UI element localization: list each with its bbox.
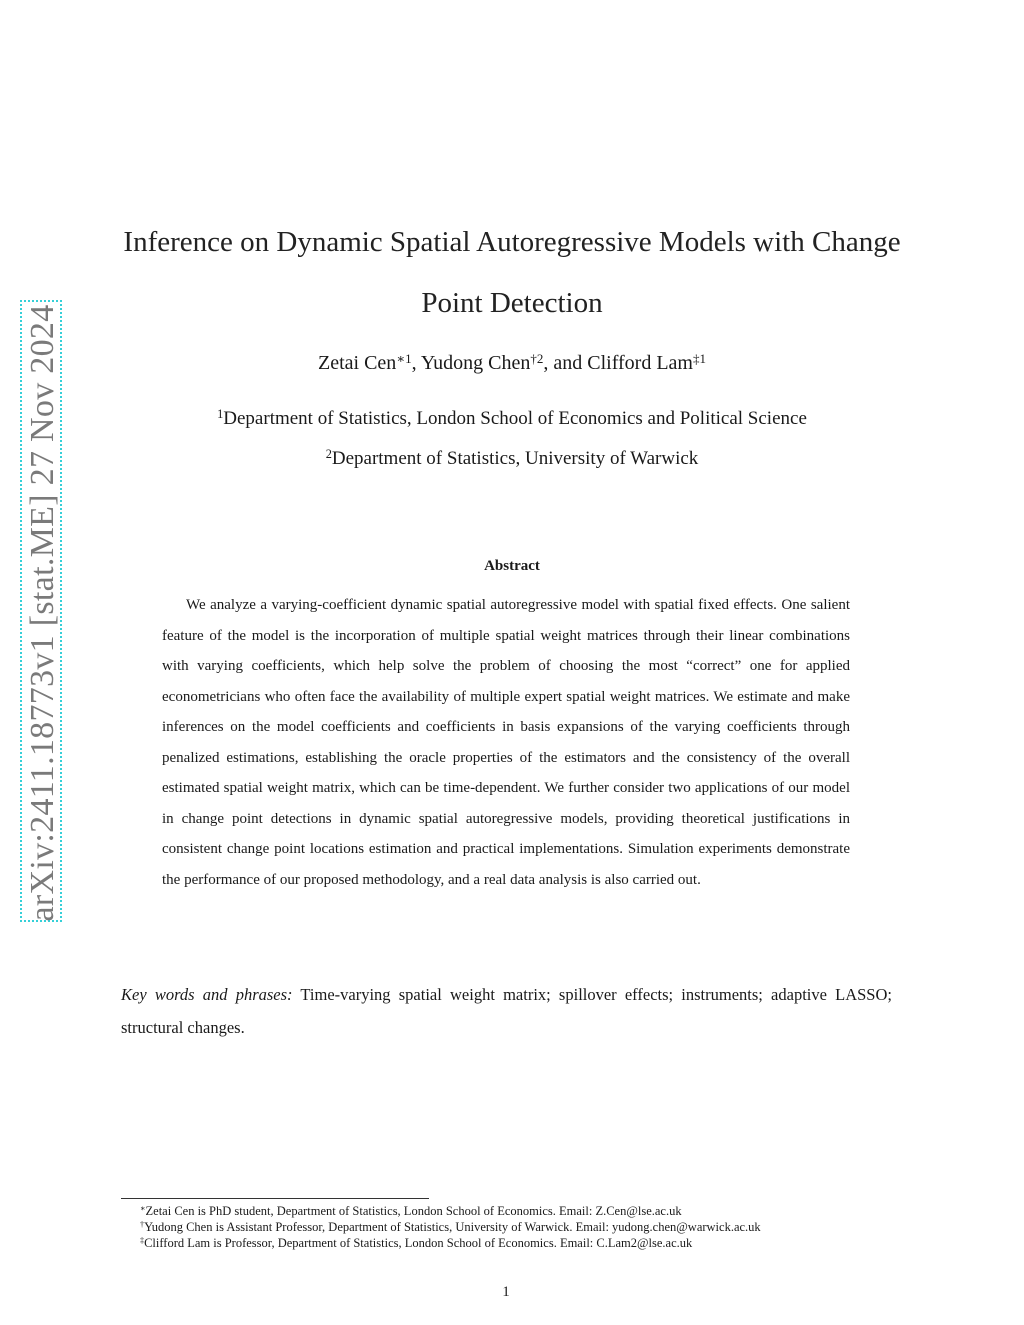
author-list — [110, 348, 914, 378]
footnote-text: Zetai Cen is PhD student, Department of Statistics, London School of Economics. Email: Z.Cen@lse.ac.uk — [145, 1204, 682, 1218]
footnote-mark: † — [140, 1219, 145, 1229]
author-separator: , — [411, 352, 421, 374]
author-mark: ‡1 — [693, 350, 706, 366]
keywords-label: Key words and phrases: — [121, 985, 293, 1004]
footnote-2 — [140, 1219, 920, 1235]
footnote-mark: ∗ — [140, 1203, 146, 1213]
affiliation-text: Department of Statistics, University of Warwick — [331, 448, 699, 469]
author-name: Yudong Chen — [420, 352, 531, 374]
affiliation-2 — [110, 445, 914, 473]
author-mark: †2 — [530, 350, 544, 366]
keywords — [121, 978, 892, 1044]
footnote-3 — [140, 1235, 920, 1251]
keywords-text: Time-varying spatial weight matrix; spillover effects; instruments; adaptive LASSO; structural changes. — [121, 985, 892, 1037]
footnote-text: Clifford Lam is Professor, Department of Statistics, London School of Economics. Email: C.Lam2@lse.ac.uk — [144, 1236, 693, 1250]
footnote-1 — [140, 1203, 920, 1219]
author-mark: ∗1 — [396, 350, 412, 366]
affiliation-number: 1 — [217, 406, 224, 421]
footnote-rule — [121, 1198, 429, 1199]
abstract-body: We analyze a varying-coefficient dynamic spatial autoregressive model with spatial fixed effects. One salient feature of the model is the incorporation of multiple spatial weight matrices through their linear combinations with varying coefficients, which help solve the problem of choosing the most “correct” one for applied econometricians who often face the availability of multiple expert spatial weight matrices. We estimate and make inferences on the model coefficients and coefficients in basis expansions of the varying coefficients through penalized estimations, establishing the oracle properties of the estimators and the consistency of the overall estimated spatial weight matrix, which can be time-dependent. We further consider two applications of our model in change point detections in dynamic spatial autoregressive models, providing theoretical justifications in consistent change point locations estimation and practical implementations. Simulation experiments demonstrate the performance of our proposed methodology, and a real data analysis is also carried out. — [162, 597, 850, 888]
arxiv-side-stamp — [20, 300, 62, 922]
author-name: Zetai Cen — [318, 352, 397, 374]
page-number: 1 — [502, 1284, 510, 1300]
affiliation-number: 2 — [325, 446, 332, 461]
footnote-text: Yudong Chen is Assistant Professor, Department of Statistics, University of Warwick. Email: yudong.chen@warwick.ac.uk — [144, 1220, 761, 1234]
footnotes — [140, 1203, 920, 1251]
abstract-heading: Abstract — [484, 558, 540, 574]
footnote-mark: ‡ — [140, 1235, 145, 1245]
author-separator: , and — [543, 352, 588, 374]
arxiv-identifier: arXiv:2411.18773v1 [stat.ME] 27 Nov 2024 — [24, 304, 61, 922]
author-name: Clifford Lam — [587, 352, 693, 374]
paper-title: Inference on Dynamic Spatial Autoregressive Models with Change Point Detection — [123, 226, 901, 319]
affiliation-text: Department of Statistics, London School of Economics and Political Science — [223, 408, 807, 429]
affiliation-1 — [110, 405, 914, 433]
